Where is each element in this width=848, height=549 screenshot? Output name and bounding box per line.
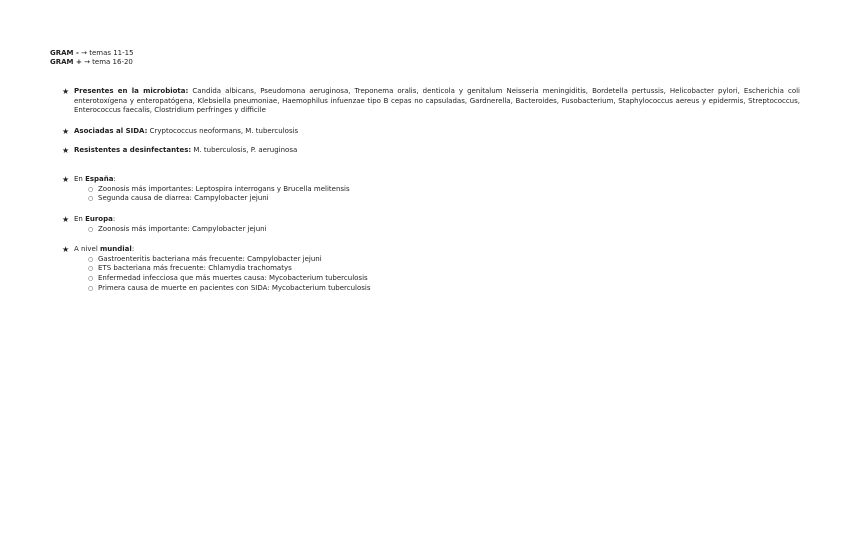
sida-text: Cryptococcus neoformans, M. tuberculosis — [147, 127, 299, 135]
gram-negative-line — [50, 49, 134, 58]
espana-label-prefix: En — [74, 175, 86, 183]
desinfectantes-text: M. tuberculosis, P. aeruginosa — [191, 146, 298, 154]
gram-positive-text: → tema 16-20 — [84, 58, 133, 66]
star-bullet-icon: ★ — [62, 127, 70, 136]
list-item: ○ Gastroenteritis bacteriana más frecuente: Campylobacter jejuni — [88, 255, 800, 265]
gram-positive-line — [50, 58, 133, 67]
sida-paragraph — [74, 127, 800, 137]
microbiota-paragraph — [74, 87, 800, 116]
section-sida — [62, 127, 800, 137]
microbiota-label: Presentes en la microbiota: — [74, 87, 189, 95]
mundial-heading — [74, 245, 800, 255]
gram-negative-label: GRAM - — [50, 49, 79, 57]
list-item: ○ ETS bacteriana más frecuente: Chlamydia trachomatys — [88, 264, 800, 274]
list-item: ○ Zoonosis más importantes: Leptospira interrogans y Brucella melitensis — [88, 185, 800, 195]
espana-list — [62, 185, 800, 204]
sida-label: Asociadas al SIDA: — [74, 127, 148, 135]
gram-negative-text: → temas 11-15 — [81, 49, 134, 57]
mundial-label-prefix: A nivel — [74, 245, 101, 253]
section-espana — [62, 175, 800, 204]
europa-heading — [74, 215, 800, 225]
list-item: ○ Segunda causa de diarrea: Campylobacter jejuni — [88, 194, 800, 204]
europa-label: Europa — [85, 215, 113, 223]
star-bullet-icon: ★ — [62, 215, 70, 224]
europa-list — [62, 225, 800, 235]
microbiota-text: Candida albicans, Pseudomona aeruginosa, Treponema oralis, denticola y genitalum Neisseria meningiditis, Bordetella pertussis, Helicobacter pylori, Escherichia coli enterotoxígena y enteropatógena, Klebsiella pneumoniae, Haemophilus infuenzae tipo B cepas no capsuladas, Gardnerella, Bacteroides, Fusobacterium, Staphylococcus aereus y epidermis, Streptococcus, Enterococcus faecalis, Clostridium perfringes y difficile — [74, 87, 800, 115]
mundial-list — [62, 255, 800, 294]
gram-positive-label: GRAM + — [50, 58, 82, 66]
espana-label: España — [85, 175, 114, 183]
star-bullet-icon: ★ — [62, 146, 70, 155]
espana-label-colon: : — [113, 175, 116, 183]
star-bullet-icon: ★ — [62, 245, 70, 254]
section-mundial — [62, 245, 800, 294]
list-item: ○ Primera causa de muerte en pacientes con SIDA: Mycobacterium tuberculosis — [88, 284, 800, 294]
mundial-label-colon: : — [131, 245, 135, 253]
mundial-label: mundial — [100, 245, 132, 253]
desinfectantes-label: Resistentes a desinfectantes: — [74, 146, 192, 154]
desinfectantes-paragraph — [74, 146, 800, 156]
section-microbiota — [62, 87, 800, 116]
star-bullet-icon: ★ — [62, 175, 70, 184]
section-europa — [62, 215, 800, 234]
espana-heading — [74, 175, 800, 185]
star-bullet-icon: ★ — [62, 87, 70, 96]
list-item: ○ Zoonosis más importante: Campylobacter jejuni — [88, 225, 800, 235]
list-item: ○ Enfermedad infecciosa que más muertes causa: Mycobacterium tuberculosis — [88, 274, 800, 284]
section-desinfectantes — [62, 146, 800, 156]
europa-label-prefix: En — [74, 215, 86, 223]
europa-label-colon: : — [112, 215, 116, 223]
